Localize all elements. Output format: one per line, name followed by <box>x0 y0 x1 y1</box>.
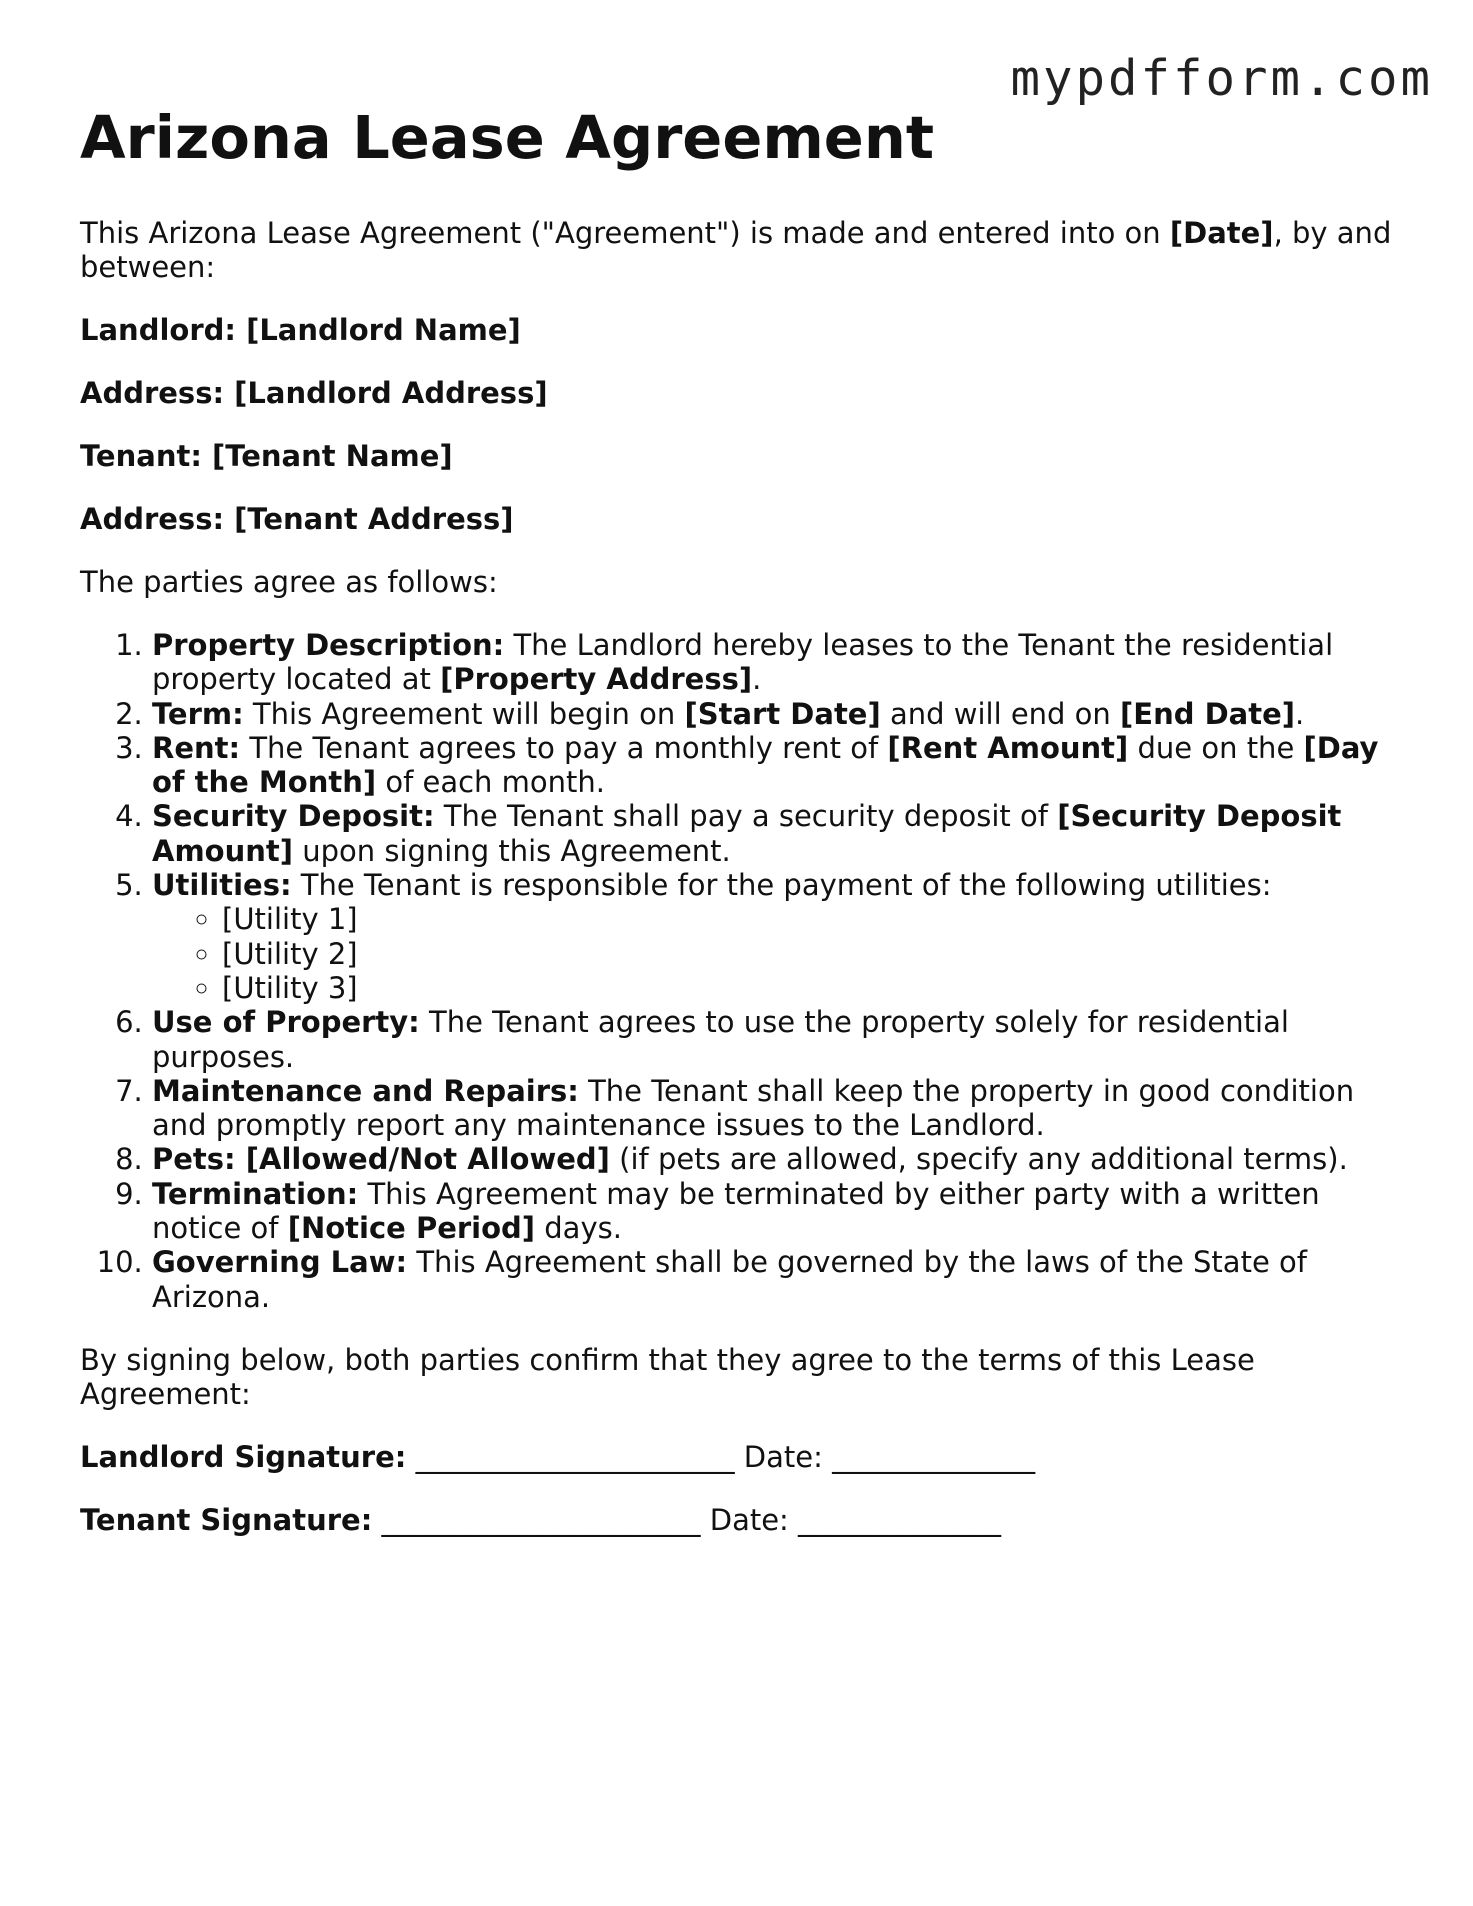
term-text-end: days. <box>535 1211 622 1246</box>
rent-amount-field: [Rent Amount] <box>887 730 1129 765</box>
term-text-end: . <box>1295 696 1305 731</box>
term-termination <box>152 1177 1400 1246</box>
document-title: Arizona Lease Agreement <box>80 103 935 172</box>
property-address-field: [Property Address] <box>440 662 753 697</box>
term-label: Termination: <box>152 1176 359 1211</box>
term-label: Utilities: <box>152 868 292 903</box>
term-rent <box>152 731 1400 800</box>
utilities-list <box>152 902 1400 1005</box>
landlord-address: Address: [Landlord Address] <box>80 376 548 410</box>
term-text: The Tenant agrees to pay a monthly rent of <box>240 730 888 765</box>
date-field: [Date] <box>1169 216 1274 250</box>
term-text-end: . <box>752 662 762 697</box>
utility-item: ◦ [Utility 1] <box>222 902 1400 936</box>
tenant-signature-blanks: ______________________ Date: ______________ <box>372 1502 1002 1537</box>
term-text: due on the <box>1128 730 1304 765</box>
intro-text-end: , by and between: <box>80 216 1392 284</box>
landlord-signature-blanks: ______________________ Date: ______________ <box>406 1439 1036 1474</box>
term-label: Use of Property: <box>152 1005 420 1040</box>
landlord-signature-line <box>80 1440 1400 1474</box>
closing-paragraph: By signing below, both parties confirm that they agree to the terms of this Lease Agreement: <box>80 1342 1255 1411</box>
term-text-end: of each month. <box>376 765 605 800</box>
intro-paragraph <box>80 216 1400 284</box>
term-use <box>152 1005 1400 1074</box>
term-text: The Tenant shall pay a security deposit of <box>434 799 1058 834</box>
term-label: Pets: [Allowed/Not Allowed] <box>152 1142 610 1177</box>
day-of-month-field: [Day of the Month] <box>152 730 1379 800</box>
term-label: Property Description: <box>152 628 505 662</box>
term-text: This Agreement shall be governed by the laws of the State of Arizona. <box>152 1245 1307 1314</box>
agree-text: The parties agree as follows: <box>80 565 498 599</box>
notice-period-field: [Notice Period] <box>287 1211 536 1246</box>
term-utilities <box>152 868 1400 1005</box>
term-text: (if pets are allowed, specify any additional terms). <box>609 1142 1348 1177</box>
landlord-signature-label: Landlord Signature: <box>80 1439 407 1474</box>
term-deposit <box>152 799 1400 868</box>
term-text: and will end on <box>880 696 1121 731</box>
term-label: Term: <box>152 696 244 731</box>
term-text: This Agreement may be terminated by either party with a written notice of <box>152 1176 1320 1246</box>
term-label: Security Deposit: <box>152 799 435 834</box>
term-maintenance <box>152 1074 1400 1143</box>
end-date-field: [End Date] <box>1120 696 1296 731</box>
term-term <box>152 697 1400 731</box>
term-property <box>152 628 1400 697</box>
terms-list <box>80 628 1400 1314</box>
tenant-name: Tenant: [Tenant Name] <box>80 439 453 473</box>
utility-item: ◦ [Utility 3] <box>222 971 1400 1005</box>
start-date-field: [Start Date] <box>684 696 881 731</box>
term-law <box>152 1245 1400 1314</box>
landlord-name: Landlord: [Landlord Name] <box>80 313 521 347</box>
term-text: The Tenant is responsible for the payment of the following utilities: <box>291 868 1272 903</box>
document-page <box>80 100 1400 1566</box>
deposit-amount-field: [Security Deposit Amount] <box>152 799 1342 868</box>
intro-text: This Arizona Lease Agreement ("Agreement") is made and entered into on <box>80 216 1170 250</box>
term-text-end: upon signing this Agreement. <box>293 833 731 868</box>
term-label: Governing Law: <box>152 1245 408 1280</box>
tenant-signature-line <box>80 1503 1400 1537</box>
term-text: The Tenant agrees to use the property solely for residential purposes. <box>152 1005 1289 1074</box>
watermark: mypdfform.com <box>1010 50 1433 107</box>
utility-item: ◦ [Utility 2] <box>222 937 1400 971</box>
term-pets <box>152 1142 1400 1176</box>
term-text: This Agreement will begin on <box>243 696 685 731</box>
tenant-signature-label: Tenant Signature: <box>80 1502 373 1537</box>
term-label: Rent: <box>152 730 241 765</box>
tenant-address: Address: [Tenant Address] <box>80 502 514 536</box>
term-label: Maintenance and Repairs: <box>152 1073 579 1108</box>
term-text: The Tenant shall keep the property in good condition and promptly report any maintenance issues to the Landlord. <box>152 1073 1355 1143</box>
term-text: The Landlord hereby leases to the Tenant the residential property located at <box>152 628 1334 697</box>
